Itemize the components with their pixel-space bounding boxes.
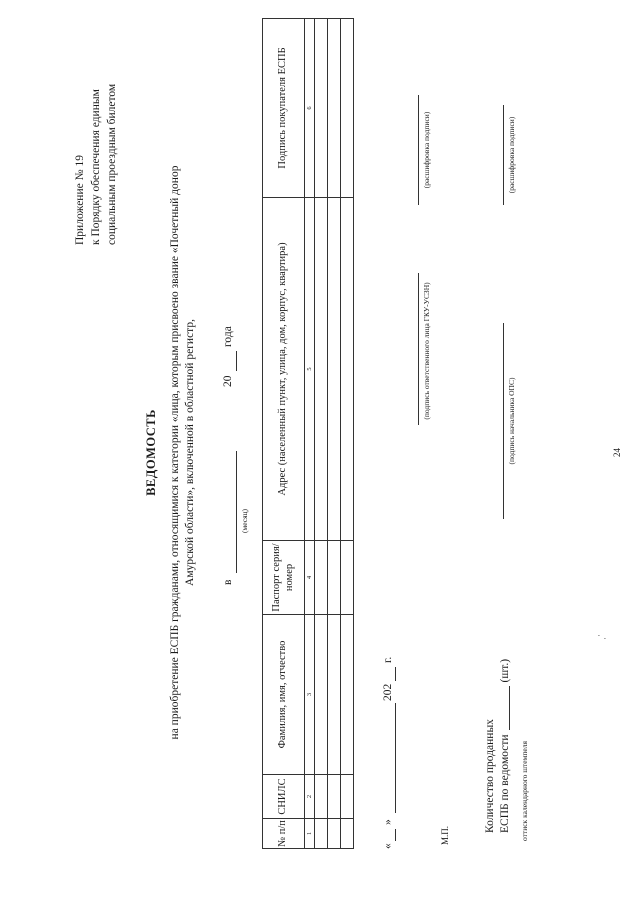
subtitle-line: на приобретение ЕСПБ гражданами, относящимися к категории «лица, которым присвоено звание «Почетный донор	[169, 165, 181, 740]
appendix-block	[72, 5, 120, 245]
header-cell: СНИЛС	[263, 775, 305, 819]
head-decode-caption: (расшифровка подписи)	[507, 116, 516, 194]
table-row	[315, 19, 328, 849]
table-cell	[341, 775, 354, 819]
period-prefix: в	[222, 579, 234, 585]
appendix-line: социальным проездным билетом	[106, 83, 118, 245]
responsible-sign-line	[418, 273, 419, 425]
table-cell	[328, 819, 341, 849]
subtitle-line: Амурской области», включенной в областной регистр,	[184, 319, 196, 586]
date-suffix: г.	[382, 656, 394, 663]
head-decode-line	[503, 105, 504, 205]
table-cell	[328, 775, 341, 819]
table-number-row	[305, 19, 315, 849]
table-cell	[341, 19, 354, 198]
head-caption: (подпись начальника ОПС)	[507, 377, 516, 465]
calendar-stamp-note: оттиск календарного штемпеля	[520, 741, 529, 841]
table-cell	[328, 19, 341, 198]
column-number: 1	[305, 819, 315, 849]
table-cell	[328, 615, 341, 775]
table-cell	[315, 615, 328, 775]
head-sign-line	[503, 323, 504, 519]
table-cell	[315, 198, 328, 541]
stamp-place: М.П.	[440, 825, 450, 845]
header-cell: Адрес (населенный пункт, улица, дом, корпус, квартира)	[263, 198, 305, 541]
table-cell	[341, 819, 354, 849]
page-number: 24	[612, 448, 622, 457]
year-blank	[236, 351, 237, 371]
stray-mark: ·	[600, 637, 610, 640]
year-prefix: 20	[222, 375, 234, 387]
register-table	[262, 18, 354, 849]
responsible-caption: (подпись ответственного лица ГКУ-УСЗН)	[422, 282, 431, 420]
month-blank	[236, 451, 237, 573]
header-cell: Подпись покупателя ЕСПБ	[263, 19, 305, 198]
table-row	[328, 19, 341, 849]
sold-count-row	[498, 659, 513, 833]
table-cell	[341, 615, 354, 775]
column-number: 4	[305, 541, 315, 615]
column-number: 3	[305, 615, 315, 775]
date-open-quote: «	[382, 843, 394, 849]
year-date-blank	[395, 667, 396, 681]
sold-count-line: Количество проданных	[484, 719, 496, 833]
table-cell	[328, 541, 341, 615]
column-number: 6	[305, 19, 315, 198]
appendix-line: к Порядку обеспечения единым	[90, 89, 102, 245]
sold-count-blank	[509, 686, 510, 730]
table-cell	[315, 819, 328, 849]
date-year: 202	[382, 683, 394, 701]
table-cell	[341, 541, 354, 615]
month-caption: (месяц)	[240, 508, 249, 533]
header-cell: № п/п	[263, 819, 305, 849]
table-cell	[315, 775, 328, 819]
column-number: 5	[305, 198, 315, 541]
year-suffix: года	[222, 326, 234, 347]
month-date-blank	[395, 703, 396, 813]
date-close-quote: »	[382, 819, 394, 825]
sold-count-line: ЕСПБ по ведомости	[499, 734, 511, 833]
table-cell	[328, 198, 341, 541]
day-blank	[395, 829, 396, 841]
table-cell	[315, 19, 328, 198]
appendix-line: Приложение № 19	[74, 155, 86, 245]
responsible-decode-line	[418, 95, 419, 205]
table-row	[341, 19, 354, 849]
table-header-row	[263, 19, 305, 849]
header-cell: Паспорт серия/номер	[263, 541, 305, 615]
stray-mark: ·	[594, 634, 604, 637]
document-title: ВЕДОМОСТЬ	[144, 409, 158, 496]
header-cell: Фамилия, имя, отчество	[263, 615, 305, 775]
column-number: 2	[305, 775, 315, 819]
sold-count-unit: (шт.)	[499, 658, 511, 683]
document-subtitle	[168, 0, 198, 905]
responsible-decode-caption: (расшифровка подписи)	[422, 111, 431, 189]
table-cell	[315, 541, 328, 615]
table-cell	[341, 198, 354, 541]
sold-count-block	[483, 659, 513, 833]
